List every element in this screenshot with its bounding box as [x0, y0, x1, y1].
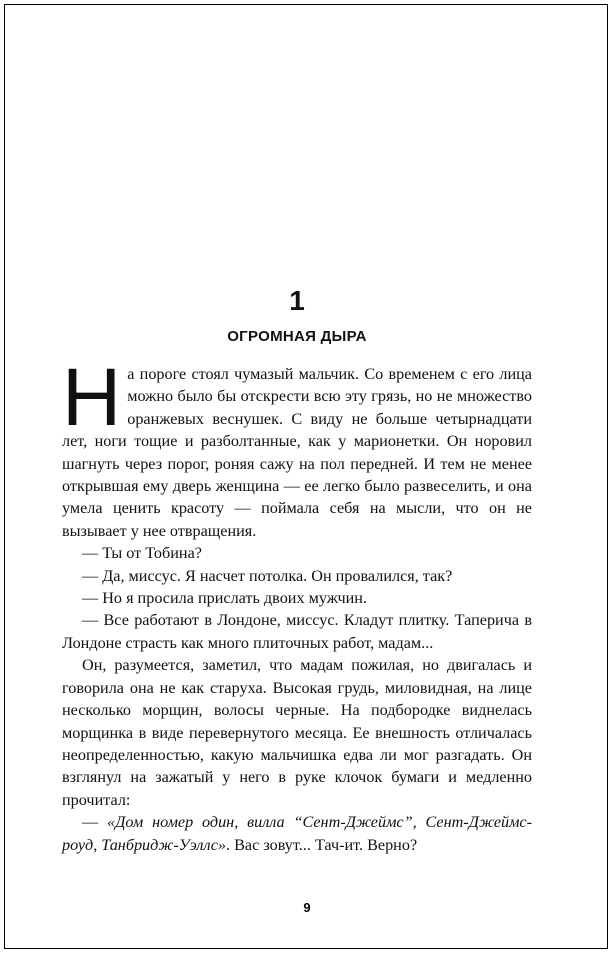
drop-cap: Н [62, 352, 122, 443]
paragraph-4: — Но я просила прислать двоих мужчин. [82, 589, 368, 608]
chapter-title: ОГРОМНАЯ ДЫРА [227, 328, 367, 345]
paragraph-3: — Да, миссус. Я насчет потолка. Он провалился, так? [82, 566, 453, 585]
paragraph-1 [62, 352, 532, 542]
paragraph-7-dash: — [82, 813, 108, 832]
chapter-text [62, 352, 533, 856]
paragraph-7 [62, 811, 532, 856]
book-page [62, 285, 532, 856]
chapter-number: 1 [289, 285, 305, 316]
paragraph-1-text: а пороге стоял чумазый мальчик. Со временем с его лица можно было бы отскрести всю эту грязь, но не множество оранжевых веснушек. С виду не больше четырнадцати лет, ноги тощие и разболтанные, как у марионетки. Он норовил шагнуть через порог, роняя сажу на пол передней. И тем не менее открывшая ему дверь женщина — ее легко было развеселить, и она умела ценить красоту — поймала себя на мысли, что он не вызывает у нее отвращения. [62, 365, 532, 540]
paragraph-6: Он, разумеется, заметил, что мадам пожилая, но двигалась и говорила она не как старуха. Высокая грудь, миловидная, на лице несколько морщин, волосы черные. На подбородке виднелась морщинка в виде перевернутого месяца. Ее внешность отличалась неопределенностью, какую мальчишка едва ли мог разгадать. Он взглянул на зажатый у него в руке клочок бумаги и медленно прочитал: [62, 656, 532, 809]
paragraph-5: — Все работают в Лондоне, миссус. Кладут плитку. Таперича в Лондоне страсть как много плиточных работ, мадам... [62, 611, 532, 652]
paragraph-7-rest: . Вас зовут... Тач-ит. Верно? [226, 835, 418, 854]
page-number: 9 [303, 900, 311, 915]
paragraph-7-address: «Дом номер один, вилла “Сент-Джеймс”, Сент-Джеймс-роуд, Танбридж-Уэллс» [62, 813, 533, 854]
paragraph-2: — Ты от Тобина? [82, 544, 202, 563]
